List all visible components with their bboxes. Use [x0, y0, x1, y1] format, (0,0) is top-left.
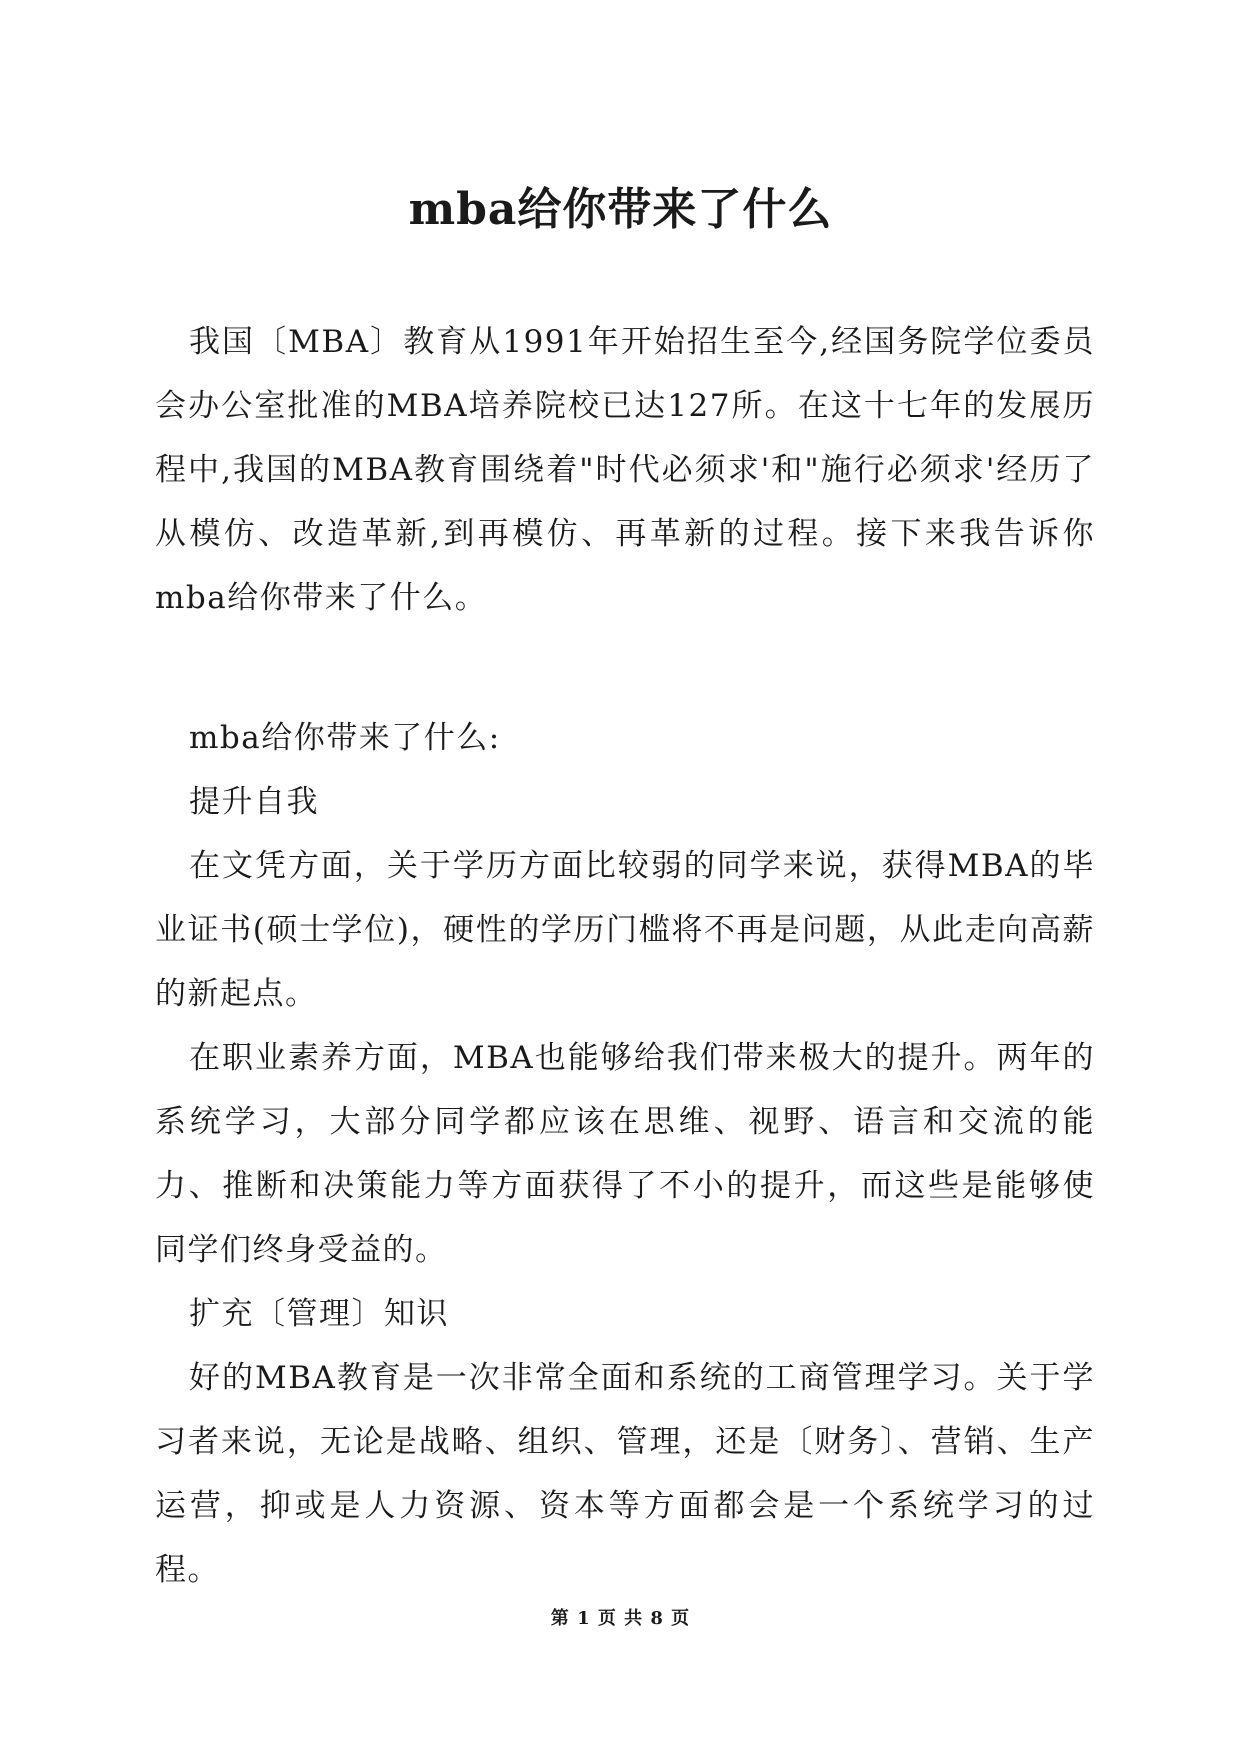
section-heading: mba给你带来了什么:: [189, 720, 501, 756]
content-section: [155, 706, 1095, 1602]
subheading-management-knowledge: 扩充〔管理〕知识: [189, 1296, 449, 1332]
paragraph-professional-quality: 在职业素养方面，MBA也能够给我们带来极大的提升。两年的系统学习，大部分同学都应该在思维、视野、语言和交流的能力、推断和决策能力等方面获得了不小的提升，而这些是能够使同学们终身受益的。: [155, 1040, 1095, 1268]
subheading-self-improvement: 提升自我: [189, 784, 319, 820]
page-number: 第 1 页 共 8 页: [550, 1608, 691, 1629]
paragraph-diploma: 在文凭方面，关于学历方面比较弱的同学来说，获得MBA的毕业证书(硕士学位)，硬性的学历门槛将不再是问题，从此走向高薪的新起点。: [155, 848, 1095, 1012]
intro-paragraph: 我国〔MBA〕教育从1991年开始招生至今,经国务院学位委员会办公室批准的MBA培养院校已达127所。在这十七年的发展历程中,我国的MBA教育围绕着"时代必须求'和"施行必须求'经历了从模仿、改造革新,到再模仿、再革新的过程。接下来我告诉你mba给你带来了什么。: [155, 324, 1095, 616]
paragraph-mba-education: 好的MBA教育是一次非常全面和系统的工商管理学习。关于学习者来说，无论是战略、组织、管理，还是〔财务〕、营销、生产运营，抑或是人力资源、资本等方面都会是一个系统学习的过程。: [155, 1360, 1095, 1588]
document-title: mba给你带来了什么: [408, 184, 833, 235]
intro-block: [155, 310, 1095, 630]
